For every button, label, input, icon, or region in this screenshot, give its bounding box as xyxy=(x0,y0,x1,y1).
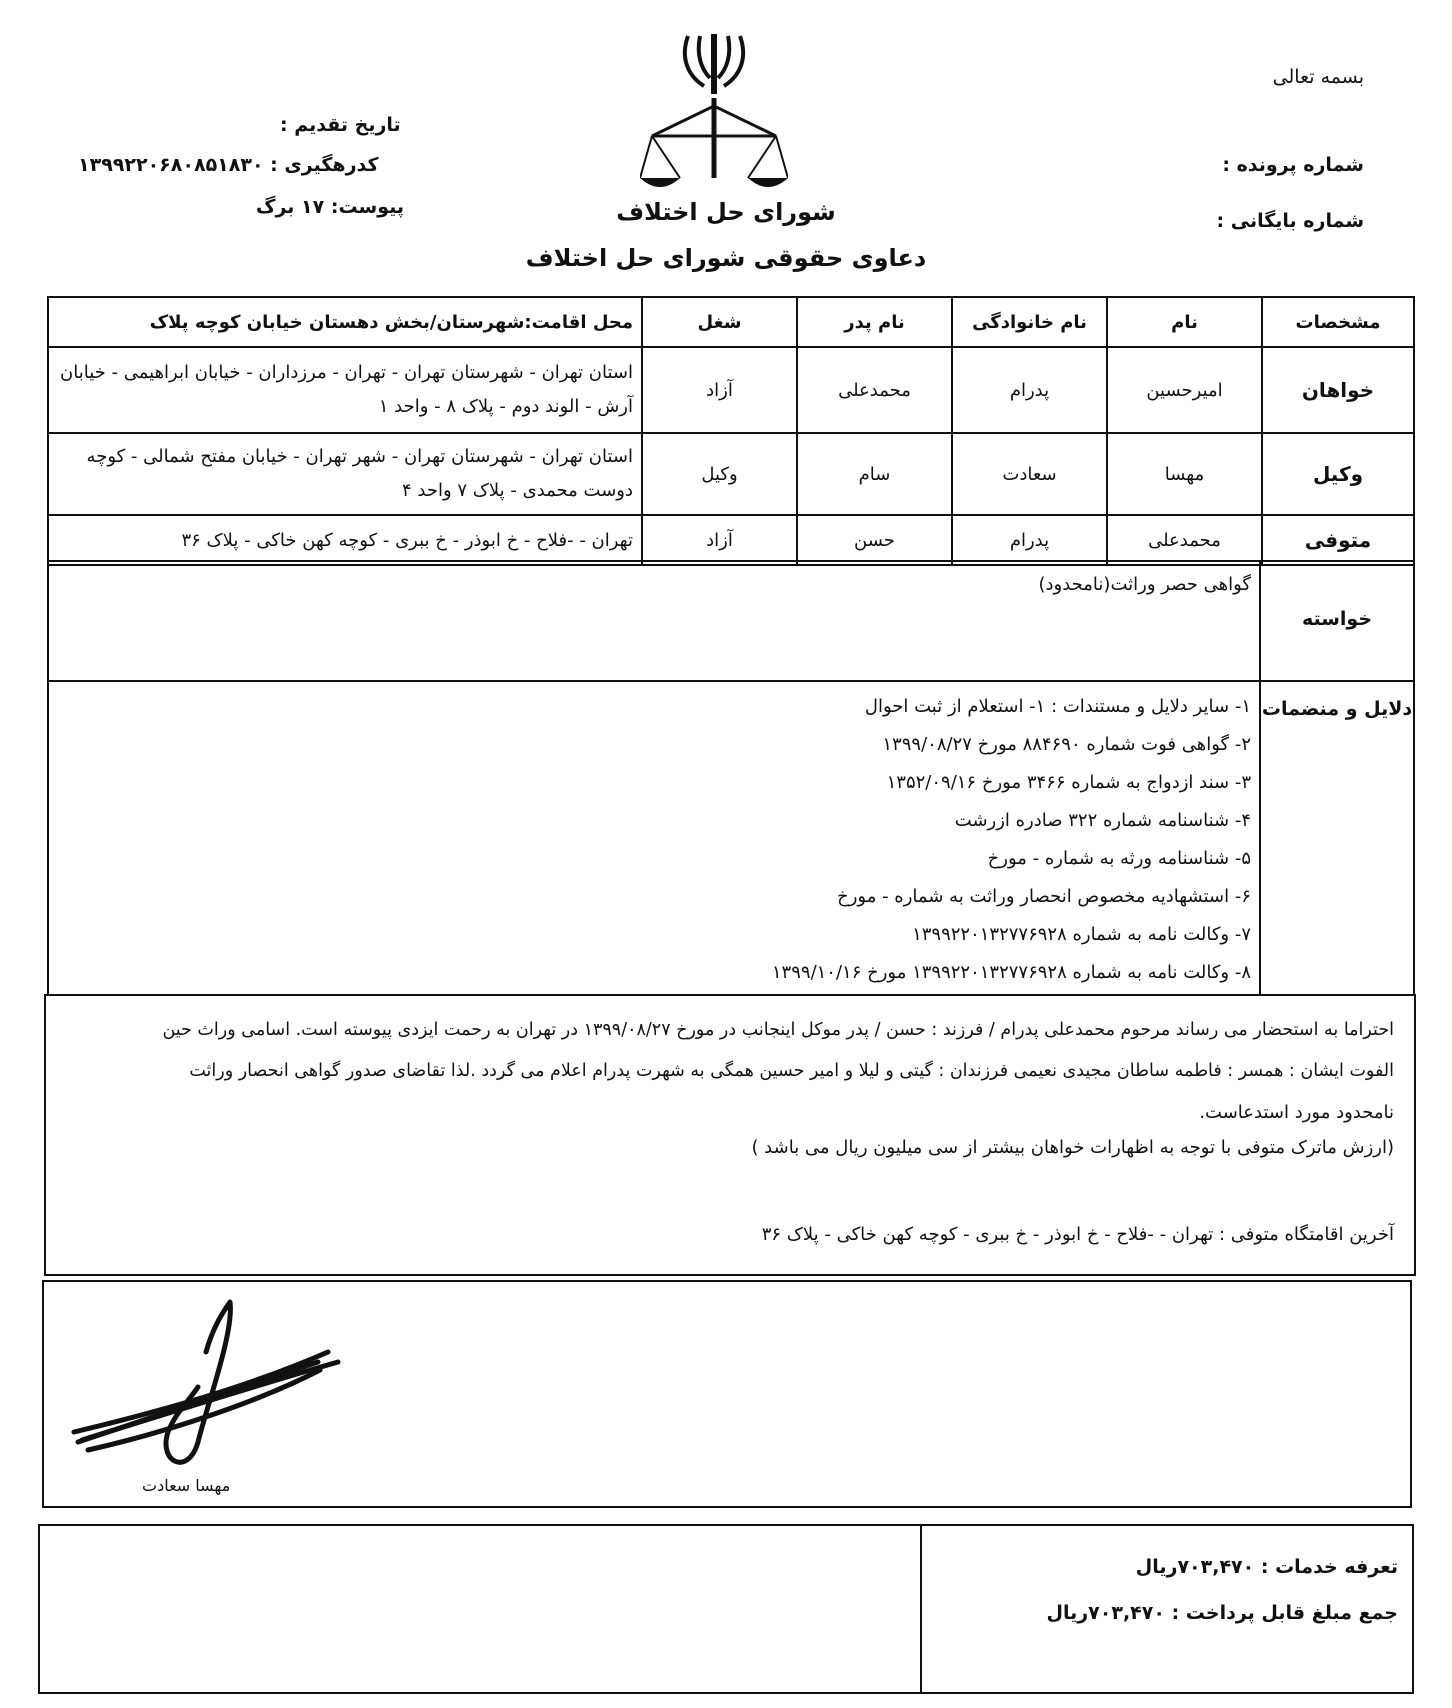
list-item: ۷- وکالت نامه به شماره ۱۳۹۹۲۲۰۱۳۲۷۷۶۹۲۸ xyxy=(912,924,1251,945)
address-cell: تهران - -فلاح - خ ابوذر - خ ببری - کوچه کهن خاکی - پلاک ۳۶ xyxy=(48,515,642,565)
divider xyxy=(920,1526,922,1692)
last-residence: آخرین اقامتگاه متوفی : تهران - -فلاح - خ ابوذر - خ ببری - کوچه کهن خاکی - پلاک ۳۶ xyxy=(761,1224,1394,1245)
reasons-list xyxy=(772,688,1251,992)
submit-date-label: تاریخ تقدیم : xyxy=(280,114,401,136)
judiciary-emblem-icon xyxy=(640,28,788,193)
signature-name: مهسا سعادت xyxy=(142,1476,231,1495)
service-fee: تعرفه خدمات : ۷۰۳,۴۷۰ریال xyxy=(1135,1556,1398,1578)
first-name-cell: محمدعلی xyxy=(1107,515,1262,565)
request-value: گواهی حصر وراثت(نامحدود) xyxy=(1038,574,1251,595)
signature-section xyxy=(42,1280,1412,1508)
tracking-code: کدرهگیری : ۱۳۹۹۲۲۰۶۸۰۸۵۱۸۳۰ xyxy=(78,154,379,176)
job-cell: آزاد xyxy=(642,347,797,433)
total-payable: جمع مبلغ قابل پرداخت : ۷۰۳,۴۷۰ریال xyxy=(1046,1602,1398,1624)
council-name: شورای حل اختلاف xyxy=(616,198,836,226)
list-item: ۳- سند ازدواج به شماره ۳۴۶۶ مورخ ۱۳۵۲/۰۹/۱۶ xyxy=(886,772,1251,793)
last-name-cell: سعادت xyxy=(952,433,1107,515)
statement-body xyxy=(64,1010,1394,1163)
father-name-cell: سام xyxy=(797,433,952,515)
first-name-cell: مهسا xyxy=(1107,433,1262,515)
address-cell: استان تهران - شهرستان تهران - شهر تهران - خیابان مفتح شمالی - کوچه دوست محمدی - پلاک ۷ واحد ۴ xyxy=(48,433,642,515)
table-row xyxy=(48,515,1414,565)
col-header: نام xyxy=(1107,297,1262,347)
col-header: محل اقامت:شهرستان/بخش دهستان خیابان کوچه پلاک xyxy=(48,297,642,347)
role-cell: وکیل xyxy=(1262,433,1414,515)
first-name-cell: امیرحسین xyxy=(1107,347,1262,433)
col-header: شغل xyxy=(642,297,797,347)
archive-number-label: شماره بایگانی : xyxy=(1216,210,1364,232)
reasons-label: دلایل و منضمات xyxy=(1261,698,1413,720)
request-label: خواسته xyxy=(1301,608,1373,630)
attachments-count: پیوست: ۱۷ برگ xyxy=(256,196,405,218)
father-name-cell: حسن xyxy=(797,515,952,565)
list-item: ۱- سایر دلایل و مستندات : ۱- استعلام از ثبت احوال xyxy=(864,696,1251,717)
list-item: ۵- شناسنامه ورثه به شماره - مورخ xyxy=(987,848,1251,869)
col-header: مشخصات xyxy=(1262,297,1414,347)
list-item: ۲- گواهی فوت شماره ۸۸۴۶۹۰ مورخ ۱۳۹۹/۰۸/۲۷ xyxy=(882,734,1251,755)
statement-section xyxy=(44,994,1416,1276)
reasons-section xyxy=(47,680,1415,996)
role-cell: خواهان xyxy=(1262,347,1414,433)
job-cell: آزاد xyxy=(642,515,797,565)
statement-line: نامحدود مورد استدعاست. xyxy=(1199,1102,1394,1123)
table-header-row xyxy=(48,297,1414,347)
father-name-cell: محمدعلی xyxy=(797,347,952,433)
divider xyxy=(1259,682,1261,994)
role-cell: متوفی xyxy=(1262,515,1414,565)
col-header: نام خانوادگی xyxy=(952,297,1107,347)
file-number-label: شماره پرونده : xyxy=(1222,154,1364,176)
form-title: دعاوی حقوقی شورای حل اختلاف xyxy=(525,244,927,272)
address-cell: استان تهران - شهرستان تهران - تهران - مرزداران - خیابان ابراهیمی - خیابان آرش - الوند دوم - پلاک ۸ - واحد ۱ xyxy=(48,347,642,433)
fees-section xyxy=(38,1524,1414,1694)
col-header: نام پدر xyxy=(797,297,952,347)
request-section xyxy=(47,560,1415,682)
last-name-cell: پدرام xyxy=(952,515,1107,565)
statement-line: الفوت ایشان : همسر : فاطمه ساطان مجیدی نعیمی فرزندان : گیتی و لیلا و امیر حسین همگی به شهرت پدرام اعلام می گردد .لذا تقاضای صدور گواهی انحصار وراثت xyxy=(189,1061,1394,1081)
table-row xyxy=(48,433,1414,515)
table-row xyxy=(48,347,1414,433)
basmala: بسمه تعالی xyxy=(1272,66,1364,88)
last-name-cell: پدرام xyxy=(952,347,1107,433)
parties-table xyxy=(47,296,1415,566)
statement-line: احتراما به استحضار می رساند مرحوم محمدعلی پدرام / فرزند : حسن / پدر موکل اینجانب در مورخ ۱۳۹۹/۰۸/۲۷ در تهران به رحمت ایزدی پیوسته است. اسامی وراث حین xyxy=(162,1020,1394,1040)
statement-line: (ارزش ماترک متوفی با توجه به اظهارات خواهان بیشتر از سی میلیون ریال می باشد ) xyxy=(751,1137,1394,1158)
job-cell: وکیل xyxy=(642,433,797,515)
list-item: ۴- شناسنامه شماره ۳۲۲ صادره ازرشت xyxy=(954,810,1251,831)
list-item: ۶- استشهادیه مخصوص انحصار وراثت به شماره - مورخ xyxy=(837,886,1251,907)
list-item: ۸- وکالت نامه به شماره ۱۳۹۹۲۲۰۱۳۲۷۷۶۹۲۸ مورخ ۱۳۹۹/۱۰/۱۶ xyxy=(771,962,1251,983)
handwritten-signature xyxy=(58,1292,378,1472)
